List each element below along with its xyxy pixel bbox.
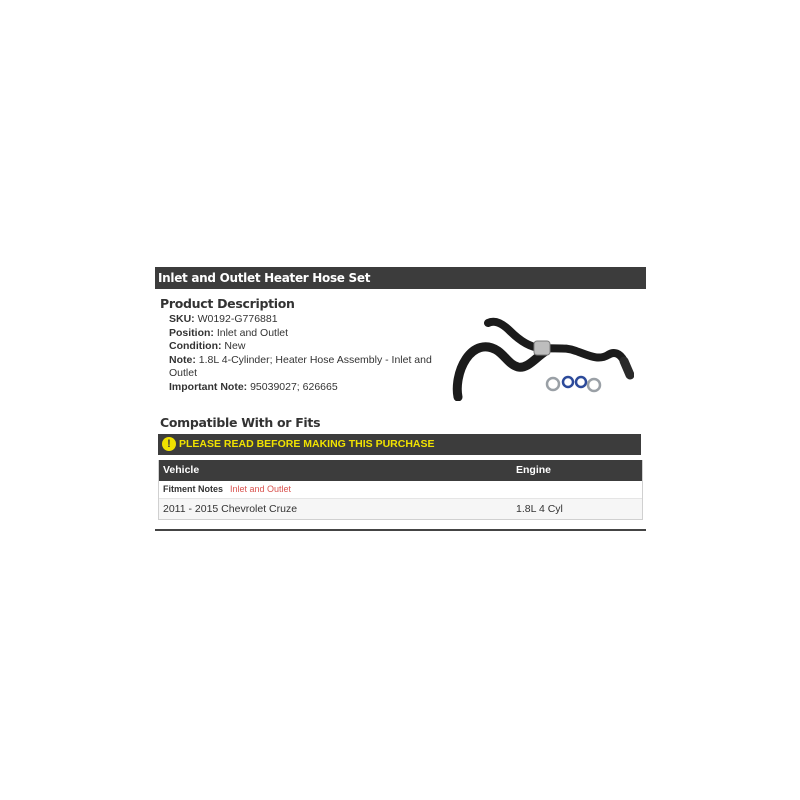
spec-note bbox=[169, 354, 439, 381]
engine-cell: 1.8L 4 Cyl bbox=[516, 503, 563, 515]
spec-value: W0192-G776881 bbox=[197, 313, 278, 325]
column-header-vehicle: Vehicle bbox=[163, 464, 200, 476]
spec-label: Important Note: bbox=[169, 380, 248, 393]
heater-hose-image bbox=[448, 315, 634, 401]
table-header bbox=[159, 460, 642, 481]
spec-value: 95039027; 626665 bbox=[250, 380, 338, 393]
spec-position bbox=[169, 327, 439, 341]
description-heading: Product Description bbox=[160, 296, 295, 311]
fitment-notes-row bbox=[159, 481, 642, 499]
spec-label: Note: bbox=[169, 353, 196, 366]
spec-sku bbox=[169, 313, 439, 327]
vehicle-cell: 2011 - 2015 Chevrolet Cruze bbox=[163, 503, 298, 515]
spec-label: SKU: bbox=[169, 313, 195, 325]
compatible-heading: Compatible With or Fits bbox=[160, 415, 321, 430]
spec-important-note bbox=[169, 381, 439, 395]
bottom-divider bbox=[155, 529, 646, 531]
spec-value: 1.8L 4-Cylinder; Heater Hose Assembly - Inlet and Outlet bbox=[169, 353, 432, 380]
purchase-warning bbox=[158, 434, 641, 455]
spec-value: Inlet and Outlet bbox=[216, 326, 289, 339]
spec-condition bbox=[169, 340, 439, 354]
product-panel bbox=[155, 267, 646, 515]
fitment-notes-label: Fitment Notes bbox=[163, 484, 224, 494]
spec-list bbox=[169, 313, 439, 395]
fitment-table bbox=[158, 460, 643, 520]
product-title: Inlet and Outlet Heater Hose Set bbox=[155, 267, 646, 289]
table-row bbox=[159, 499, 642, 519]
column-header-engine: Engine bbox=[516, 464, 552, 476]
spec-label: Condition: bbox=[169, 340, 222, 353]
spec-value: New bbox=[224, 340, 246, 353]
spec-label: Position: bbox=[169, 326, 214, 339]
fitment-notes-value: Inlet and Outlet bbox=[230, 484, 292, 494]
warning-text: PLEASE READ BEFORE MAKING THIS PURCHASE bbox=[179, 438, 435, 450]
warning-icon: ! bbox=[162, 437, 176, 451]
